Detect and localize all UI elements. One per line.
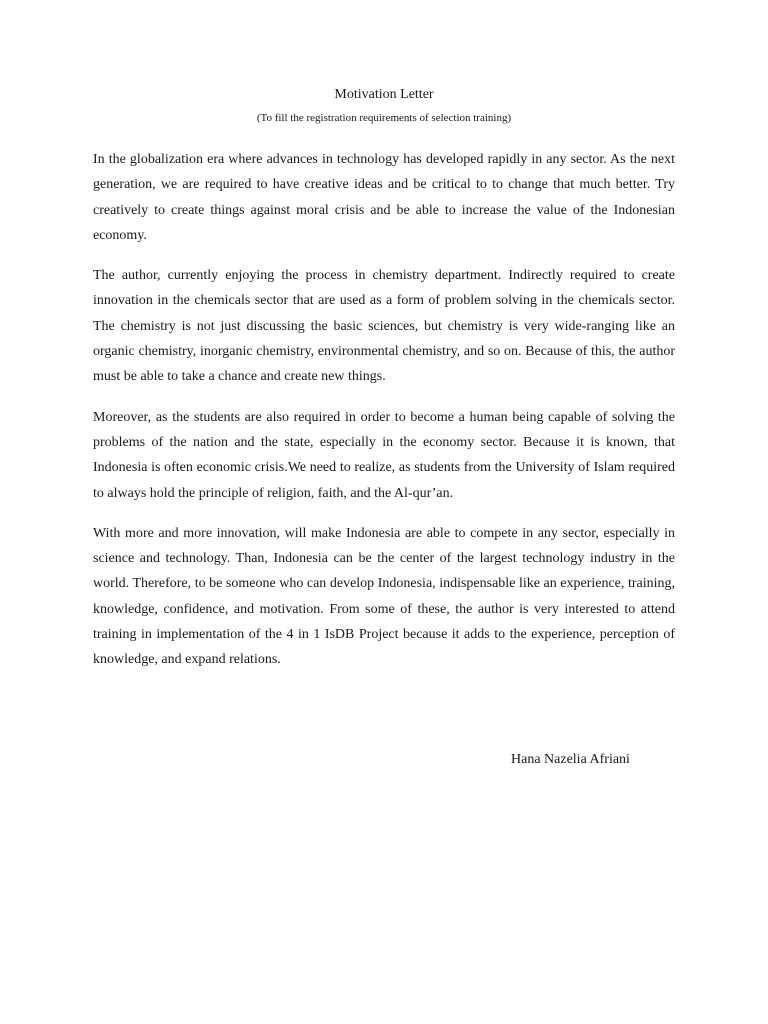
paragraph-innovation: With more and more innovation, will make Indonesia are able to compete in any sector, especially in science and technology. Than, Indonesia can be the center of the largest technology industry in the world. Therefore, to be someone who can develop Indonesia, indispensable like an experience, training, knowledge, confidence, and motivation. From some of these, the author is very interested to attend training in implementation of the 4 in 1 IsDB Project because it adds to the experience, perception of knowledge, and expand relations. — [93, 525, 675, 668]
paragraph-students: Moreover, as the students are also required in order to become a human being capable of solving the problems of the nation and the state, especially in the economy sector. Because it is known, that Indonesia is often economic crisis.We need to realize, as students from the University of Islam required to always hold the principle of religion, faith, and the Al-qur’an. — [93, 409, 675, 501]
letter-body — [93, 147, 675, 688]
signature-name: Hana Nazelia Afriani — [511, 752, 630, 767]
paragraph-globalization: In the globalization era where advances in technology has developed rapidly in any sector. As the next generation, we are required to have creative ideas and be critical to to change that much better. Try creatively to create things against moral crisis and be able to increase the value of the Indonesian economy. — [93, 152, 675, 243]
letter-subtitle: (To fill the registration requirements of selection training) — [256, 112, 512, 124]
letter-title: Motivation Letter — [334, 87, 434, 102]
paragraph-chemistry: The author, currently enjoying the process in chemistry department. Indirectly required to create innovation in the chemicals sector that are used as a form of problem solving in the chemicals sector. The chemistry is not just discussing the basic sciences, but chemistry is very wide-ranging like an organic chemistry, inorganic chemistry, environmental chemistry, and so on. Because of this, the author must be able to take a chance and create new things. — [93, 268, 675, 385]
